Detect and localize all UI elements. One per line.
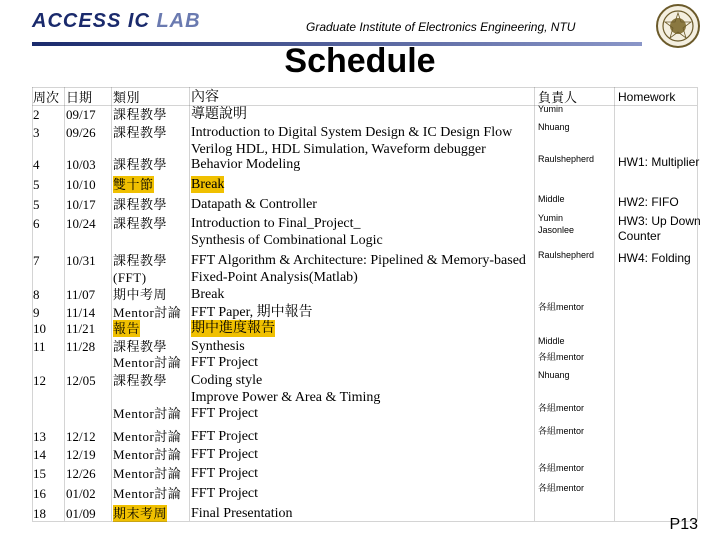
row-date: 10/10 <box>66 177 96 192</box>
table-row-rule <box>32 105 697 106</box>
institute-name: Graduate Institute of Electronics Engineering, NTU <box>306 20 576 34</box>
row-category: 課程教學 <box>113 373 168 388</box>
row-content: Introduction to Digital System Design & IC Design Flow <box>191 125 513 140</box>
row-owner: Nhuang <box>538 122 570 132</box>
row-homework: Counter <box>618 229 661 243</box>
row-category: Mentor討論 <box>113 305 182 320</box>
table-column-rule <box>189 87 190 521</box>
table-row-rule <box>32 87 697 88</box>
table-column-rule <box>697 87 698 521</box>
lab-logo-part2: LAB <box>156 10 201 32</box>
table-column-rule <box>111 87 112 521</box>
row-content: Behavior Modeling <box>191 157 301 172</box>
row-owner: Yumin <box>538 213 564 223</box>
row-category: 期末考周 <box>113 506 168 521</box>
row-owner: 各組mentor <box>538 352 585 362</box>
row-date: 11/14 <box>66 305 96 320</box>
table-column-rule <box>64 87 65 521</box>
row-week: 5 <box>33 177 40 192</box>
row-date: 10/03 <box>66 157 96 172</box>
row-date: 11/21 <box>66 321 96 336</box>
row-content: 期中進度報告 <box>191 321 275 336</box>
row-content: Fixed-Point Analysis(Matlab) <box>191 270 358 285</box>
row-owner: 各組mentor <box>538 302 585 312</box>
row-date: 11/28 <box>66 339 96 354</box>
row-homework: HW4: Folding <box>618 251 691 265</box>
row-category: 課程教學 <box>113 339 168 354</box>
row-content: FFT Project <box>191 447 259 462</box>
row-week: 8 <box>33 287 40 302</box>
row-category: Mentor討論 <box>113 466 182 481</box>
table-column-rule <box>534 87 535 521</box>
row-category-sub: (FFT) <box>113 270 147 285</box>
row-content: FFT Project <box>191 355 259 370</box>
row-category: 報告 <box>113 321 141 336</box>
row-date: 10/24 <box>66 216 96 231</box>
row-week: 16 <box>33 486 46 501</box>
row-owner: Nhuang <box>538 370 570 380</box>
header-week: 周次 <box>33 90 60 105</box>
row-category: 課程教學 <box>113 253 168 268</box>
row-date: 01/02 <box>66 486 96 501</box>
row-content: FFT Project <box>191 466 259 481</box>
row-category: 課程教學 <box>113 125 168 140</box>
row-category: 課程教學 <box>113 197 168 212</box>
row-week: 2 <box>33 107 40 122</box>
row-owner: 各組mentor <box>538 463 585 473</box>
row-week: 12 <box>33 373 46 388</box>
row-category: Mentor討論 <box>113 355 182 370</box>
header-homework: Homework <box>618 90 676 104</box>
row-content: FFT Project <box>191 486 259 501</box>
row-category: 期中考周 <box>113 287 168 302</box>
row-content: Verilog HDL, HDL Simulation, Waveform debugger <box>191 142 486 157</box>
page-number: P13 <box>669 516 698 533</box>
row-week: 18 <box>33 506 46 521</box>
row-week: 6 <box>33 216 40 231</box>
table-column-rule <box>32 87 33 521</box>
row-week: 14 <box>33 447 46 462</box>
row-week: 9 <box>33 305 40 320</box>
row-content: FFT Project <box>191 429 259 444</box>
row-category: Mentor討論 <box>113 447 182 462</box>
page-title: Schedule <box>284 42 436 80</box>
row-owner: 各組mentor <box>538 483 585 493</box>
row-date: 09/26 <box>66 125 96 140</box>
row-week: 5 <box>33 197 40 212</box>
row-week: 7 <box>33 253 40 268</box>
table-row-rule <box>32 521 697 522</box>
row-category: Mentor討論 <box>113 486 182 501</box>
row-content: FFT Paper, 期中報告 <box>191 305 313 320</box>
row-owner: 各組mentor <box>538 403 585 413</box>
lab-logo-part1: ACCESS IC <box>32 10 150 32</box>
row-week: 11 <box>33 339 46 354</box>
header-date: 日期 <box>66 90 93 105</box>
row-content: Final Presentation <box>191 506 293 521</box>
row-owner: 各組mentor <box>538 426 585 436</box>
row-category: 課程教學 <box>113 216 168 231</box>
row-content: Datapath & Controller <box>191 197 317 212</box>
row-week: 3 <box>33 125 40 140</box>
row-category: 雙十節 <box>113 177 154 192</box>
row-content: FFT Algorithm & Architecture: Pipelined & Memory-based <box>191 253 526 268</box>
header-category: 類別 <box>113 90 141 105</box>
row-content: Synthesis of Combinational Logic <box>191 233 383 248</box>
row-date: 12/05 <box>66 373 96 388</box>
row-date: 12/26 <box>66 466 96 481</box>
row-content: Break <box>191 287 225 302</box>
row-week: 10 <box>33 321 46 336</box>
header-owner: 負責人 <box>538 90 578 105</box>
row-owner: Yumin <box>538 104 564 114</box>
row-category: Mentor討論 <box>113 429 182 444</box>
row-category: 課程教學 <box>113 107 168 122</box>
row-owner: Middle <box>538 336 565 346</box>
row-date: 10/31 <box>66 253 96 268</box>
row-category: Mentor討論 <box>113 406 182 421</box>
row-week: 13 <box>33 429 46 444</box>
row-content: Introduction to Final_Project_ <box>191 216 361 231</box>
row-owner: Raulshepherd <box>538 154 595 164</box>
row-content: Synthesis <box>191 339 245 354</box>
row-owner: Jasonlee <box>538 225 575 235</box>
row-content: Improve Power & Area & Timing <box>191 390 381 405</box>
row-week: 15 <box>33 466 46 481</box>
row-date: 11/07 <box>66 287 96 302</box>
row-owner: Middle <box>538 194 565 204</box>
row-homework: HW1: Multiplier <box>618 155 700 169</box>
row-content: FFT Project <box>191 406 259 421</box>
row-category: 課程教學 <box>113 157 168 172</box>
row-date: 09/17 <box>66 107 96 122</box>
row-homework: HW3: Up Down <box>618 214 701 228</box>
row-content: Break <box>191 177 225 192</box>
row-date: 12/19 <box>66 447 96 462</box>
lab-logo <box>32 10 201 33</box>
header-content: 內容 <box>191 90 219 105</box>
row-content: Coding style <box>191 373 263 388</box>
row-homework: HW2: FIFO <box>618 195 679 209</box>
row-owner: Raulshepherd <box>538 250 595 260</box>
row-date: 12/12 <box>66 429 96 444</box>
row-content: 導題說明 <box>191 107 247 122</box>
table-column-rule <box>614 87 615 521</box>
row-date: 10/17 <box>66 197 96 212</box>
row-date: 01/09 <box>66 506 96 521</box>
row-week: 4 <box>33 157 40 172</box>
